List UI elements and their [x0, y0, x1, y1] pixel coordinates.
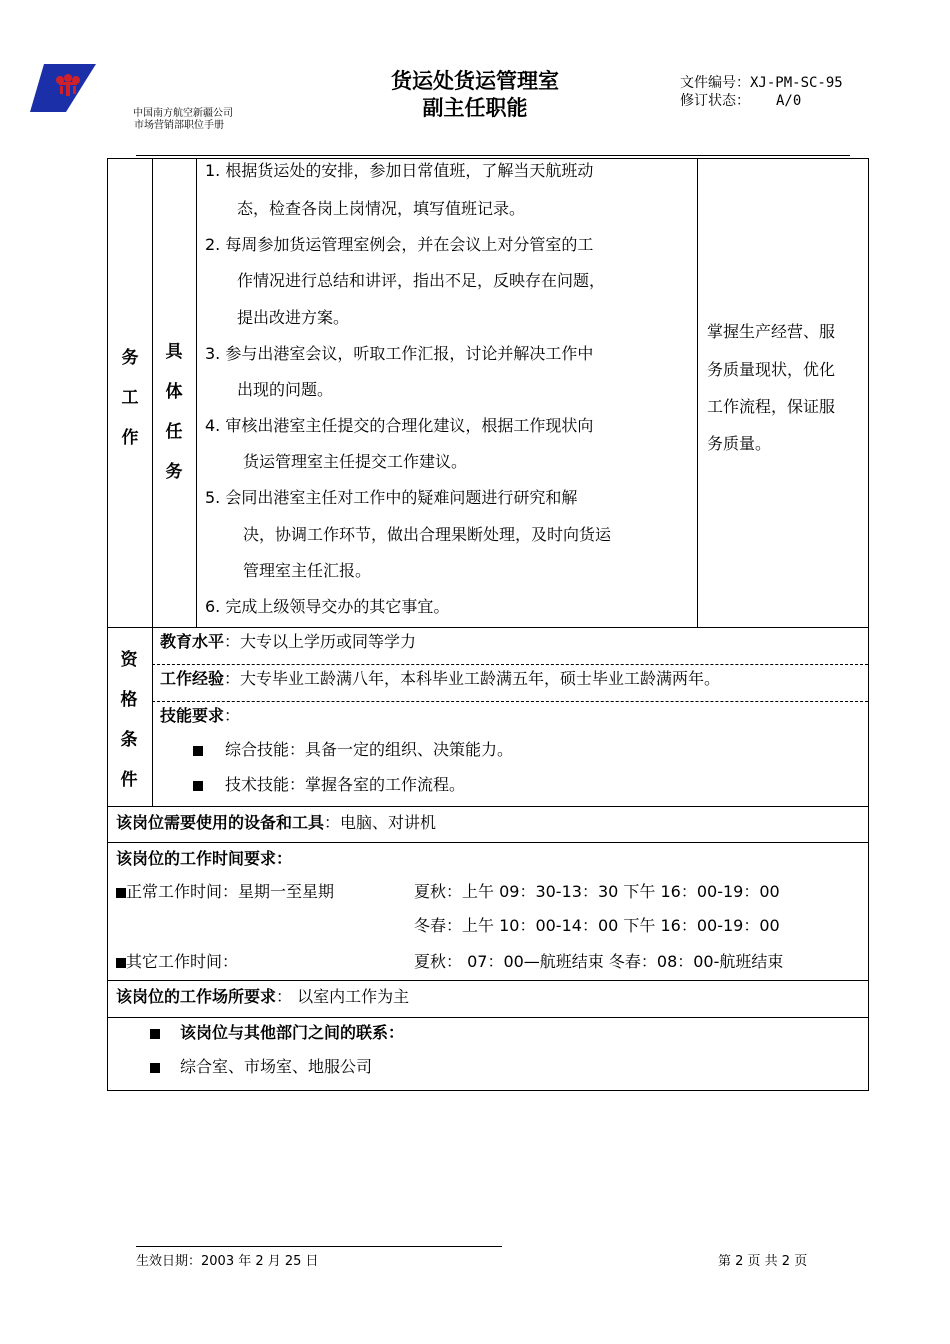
duty-line: 出现的问题。 [237, 380, 334, 399]
relations-value-row [150, 1057, 372, 1077]
normal-time-label: 正常工作时间：星期一至星期 [126, 882, 335, 901]
revision-label: 修订状态： [680, 93, 750, 109]
skill-text: 技术技能：掌握各室的工作流程。 [225, 775, 466, 794]
tasks-label-char: 体 [165, 382, 183, 402]
duty-line: 4. 审核出港室主任提交的合理化建议，根据工作现状向 [205, 416, 594, 435]
qual-label-char: 资 [120, 650, 138, 670]
company-line-1: 中国南方航空新疆公司 [133, 108, 233, 119]
duty-line: 作情况进行总结和讲评，指出不足，反映存在问题， [237, 271, 606, 290]
table-right-border [868, 158, 869, 1090]
other-time-label: 其它工作时间： [126, 952, 239, 971]
company-name [133, 108, 233, 132]
normal-time-summer: 夏秋：上午 09：30-13：30 下午 16：00-19：00 [414, 882, 780, 901]
workplace-label: 该岗位的工作场所要求 [116, 987, 277, 1006]
china-southern-logo [30, 64, 96, 112]
tasks-label-char: 具 [165, 342, 183, 362]
qualifications-label [117, 640, 141, 800]
goal-line: 工作流程，保证服 [707, 397, 836, 416]
duties-col-divider-3 [697, 158, 698, 627]
duty-line: 1. 根据货运处的安排，参加日常值班，了解当天航班动 [205, 161, 594, 180]
document-title [300, 68, 650, 122]
bullet-square-icon [116, 888, 126, 898]
worktime-label: 该岗位的工作时间要求： [116, 849, 293, 868]
bullet-square-icon [116, 958, 126, 968]
duty-line: 管理室主任汇报。 [243, 561, 372, 580]
bullet-square-icon [193, 781, 203, 791]
workplace-row [116, 987, 409, 1007]
duties-col-divider-2 [196, 158, 197, 627]
duty-line: 5. 会同出港室主任对工作中的疑难问题进行研究和解 [205, 488, 578, 507]
equipment-value: ：电脑、对讲机 [324, 813, 437, 832]
duties-section-label [118, 338, 142, 458]
qual-col-divider [152, 627, 153, 806]
header-rule [136, 155, 850, 156]
duties-label-char: 工 [121, 388, 139, 408]
equipment-row [116, 813, 436, 833]
education-label: 教育水平 [160, 632, 225, 651]
doc-no-value: XJ-PM-SC-95 [750, 75, 843, 91]
skills-label: 技能要求 [160, 706, 225, 725]
equipment-label: 该岗位需要使用的设备和工具 [116, 813, 325, 832]
table-bottom-border [107, 1090, 869, 1091]
title-line-1: 货运处货运管理室 [391, 69, 559, 93]
other-time-value: 夏秋： 07：00—航班结束 冬春：08：00-航班结束 [414, 952, 784, 971]
experience-label: 工作经验 [160, 669, 225, 688]
education-row [160, 632, 416, 652]
qual-label-char: 条 [120, 730, 138, 750]
duty-line: 2. 每周参加货运管理室例会，并在会议上对分管室的工 [205, 235, 594, 254]
skill-text: 综合技能：具备一定的组织、决策能力。 [225, 740, 514, 759]
table-top-border [107, 158, 869, 159]
tasks-label-char: 务 [165, 462, 183, 482]
qual-label-char: 件 [120, 770, 138, 790]
company-line-2: 市场营销部职位手册 [134, 120, 224, 131]
qual-dash-1 [152, 664, 868, 665]
title-line-2: 副主任职能 [422, 96, 528, 120]
worktime-bottom-border [107, 980, 869, 981]
relations-row [150, 1023, 404, 1043]
goal-line: 务质量现状，优化 [707, 360, 836, 379]
bullet-square-icon [150, 1063, 160, 1073]
qual-bottom-border [107, 806, 869, 807]
effective-date: 生效日期：2003 年 2 月 25 日 [136, 1254, 319, 1269]
duties-label-char: 务 [121, 348, 139, 368]
skill-item [193, 740, 513, 760]
skill-item [193, 775, 465, 795]
normal-time-label-row [116, 882, 334, 902]
doc-no-label: 文件编号： [680, 75, 750, 91]
duties-label-char: 作 [121, 428, 139, 448]
relations-value: 综合室、市场室、地服公司 [180, 1057, 373, 1076]
goal-line: 掌握生产经营、服 [707, 322, 836, 341]
tasks-label-char: 任 [165, 422, 183, 442]
skills-row [160, 706, 240, 726]
qual-dash-2 [152, 701, 868, 702]
duty-line: 提出改进方案。 [237, 308, 350, 327]
page-info: 第 2 页 共 2 页 [718, 1254, 808, 1269]
footer-rule [136, 1246, 502, 1247]
experience-row [160, 669, 720, 689]
normal-time-winter: 冬春：上午 10：00-14：00 下午 16：00-19：00 [414, 916, 780, 935]
table-left-border [107, 158, 108, 1090]
workplace-value: ： 以室内工作为主 [276, 987, 410, 1006]
qual-label-char: 格 [120, 690, 138, 710]
goal-line: 务质量。 [707, 434, 772, 453]
other-time-label-row [116, 952, 238, 972]
revision-value: A/0 [776, 93, 802, 109]
duty-line: 6. 完成上级领导交办的其它事宜。 [205, 597, 450, 616]
experience-value: ：大专毕业工龄满八年，本科毕业工龄满五年，硕士毕业工龄满两年。 [224, 669, 721, 688]
specific-tasks-label [162, 332, 186, 492]
duty-line: 货运管理室主任提交工作建议。 [243, 452, 468, 471]
education-value: ：大专以上学历或同等学力 [224, 632, 417, 651]
workplace-bottom-border [107, 1017, 869, 1018]
bullet-square-icon [150, 1029, 160, 1039]
duties-col-divider-1 [152, 158, 153, 627]
bullet-square-icon [193, 746, 203, 756]
duties-bottom-border [107, 627, 869, 628]
relations-label: 该岗位与其他部门之间的联系： [180, 1023, 405, 1042]
duty-line: 决，协调工作环节，做出合理果断处理，及时向货运 [243, 525, 612, 544]
document-info [680, 74, 843, 110]
duty-line: 态，检查各岗上岗情况，填写值班记录。 [237, 199, 526, 218]
duty-line: 3. 参与出港室会议，听取工作汇报，讨论并解决工作中 [205, 344, 594, 363]
equipment-bottom-border [107, 842, 869, 843]
skills-colon: ： [224, 706, 241, 725]
